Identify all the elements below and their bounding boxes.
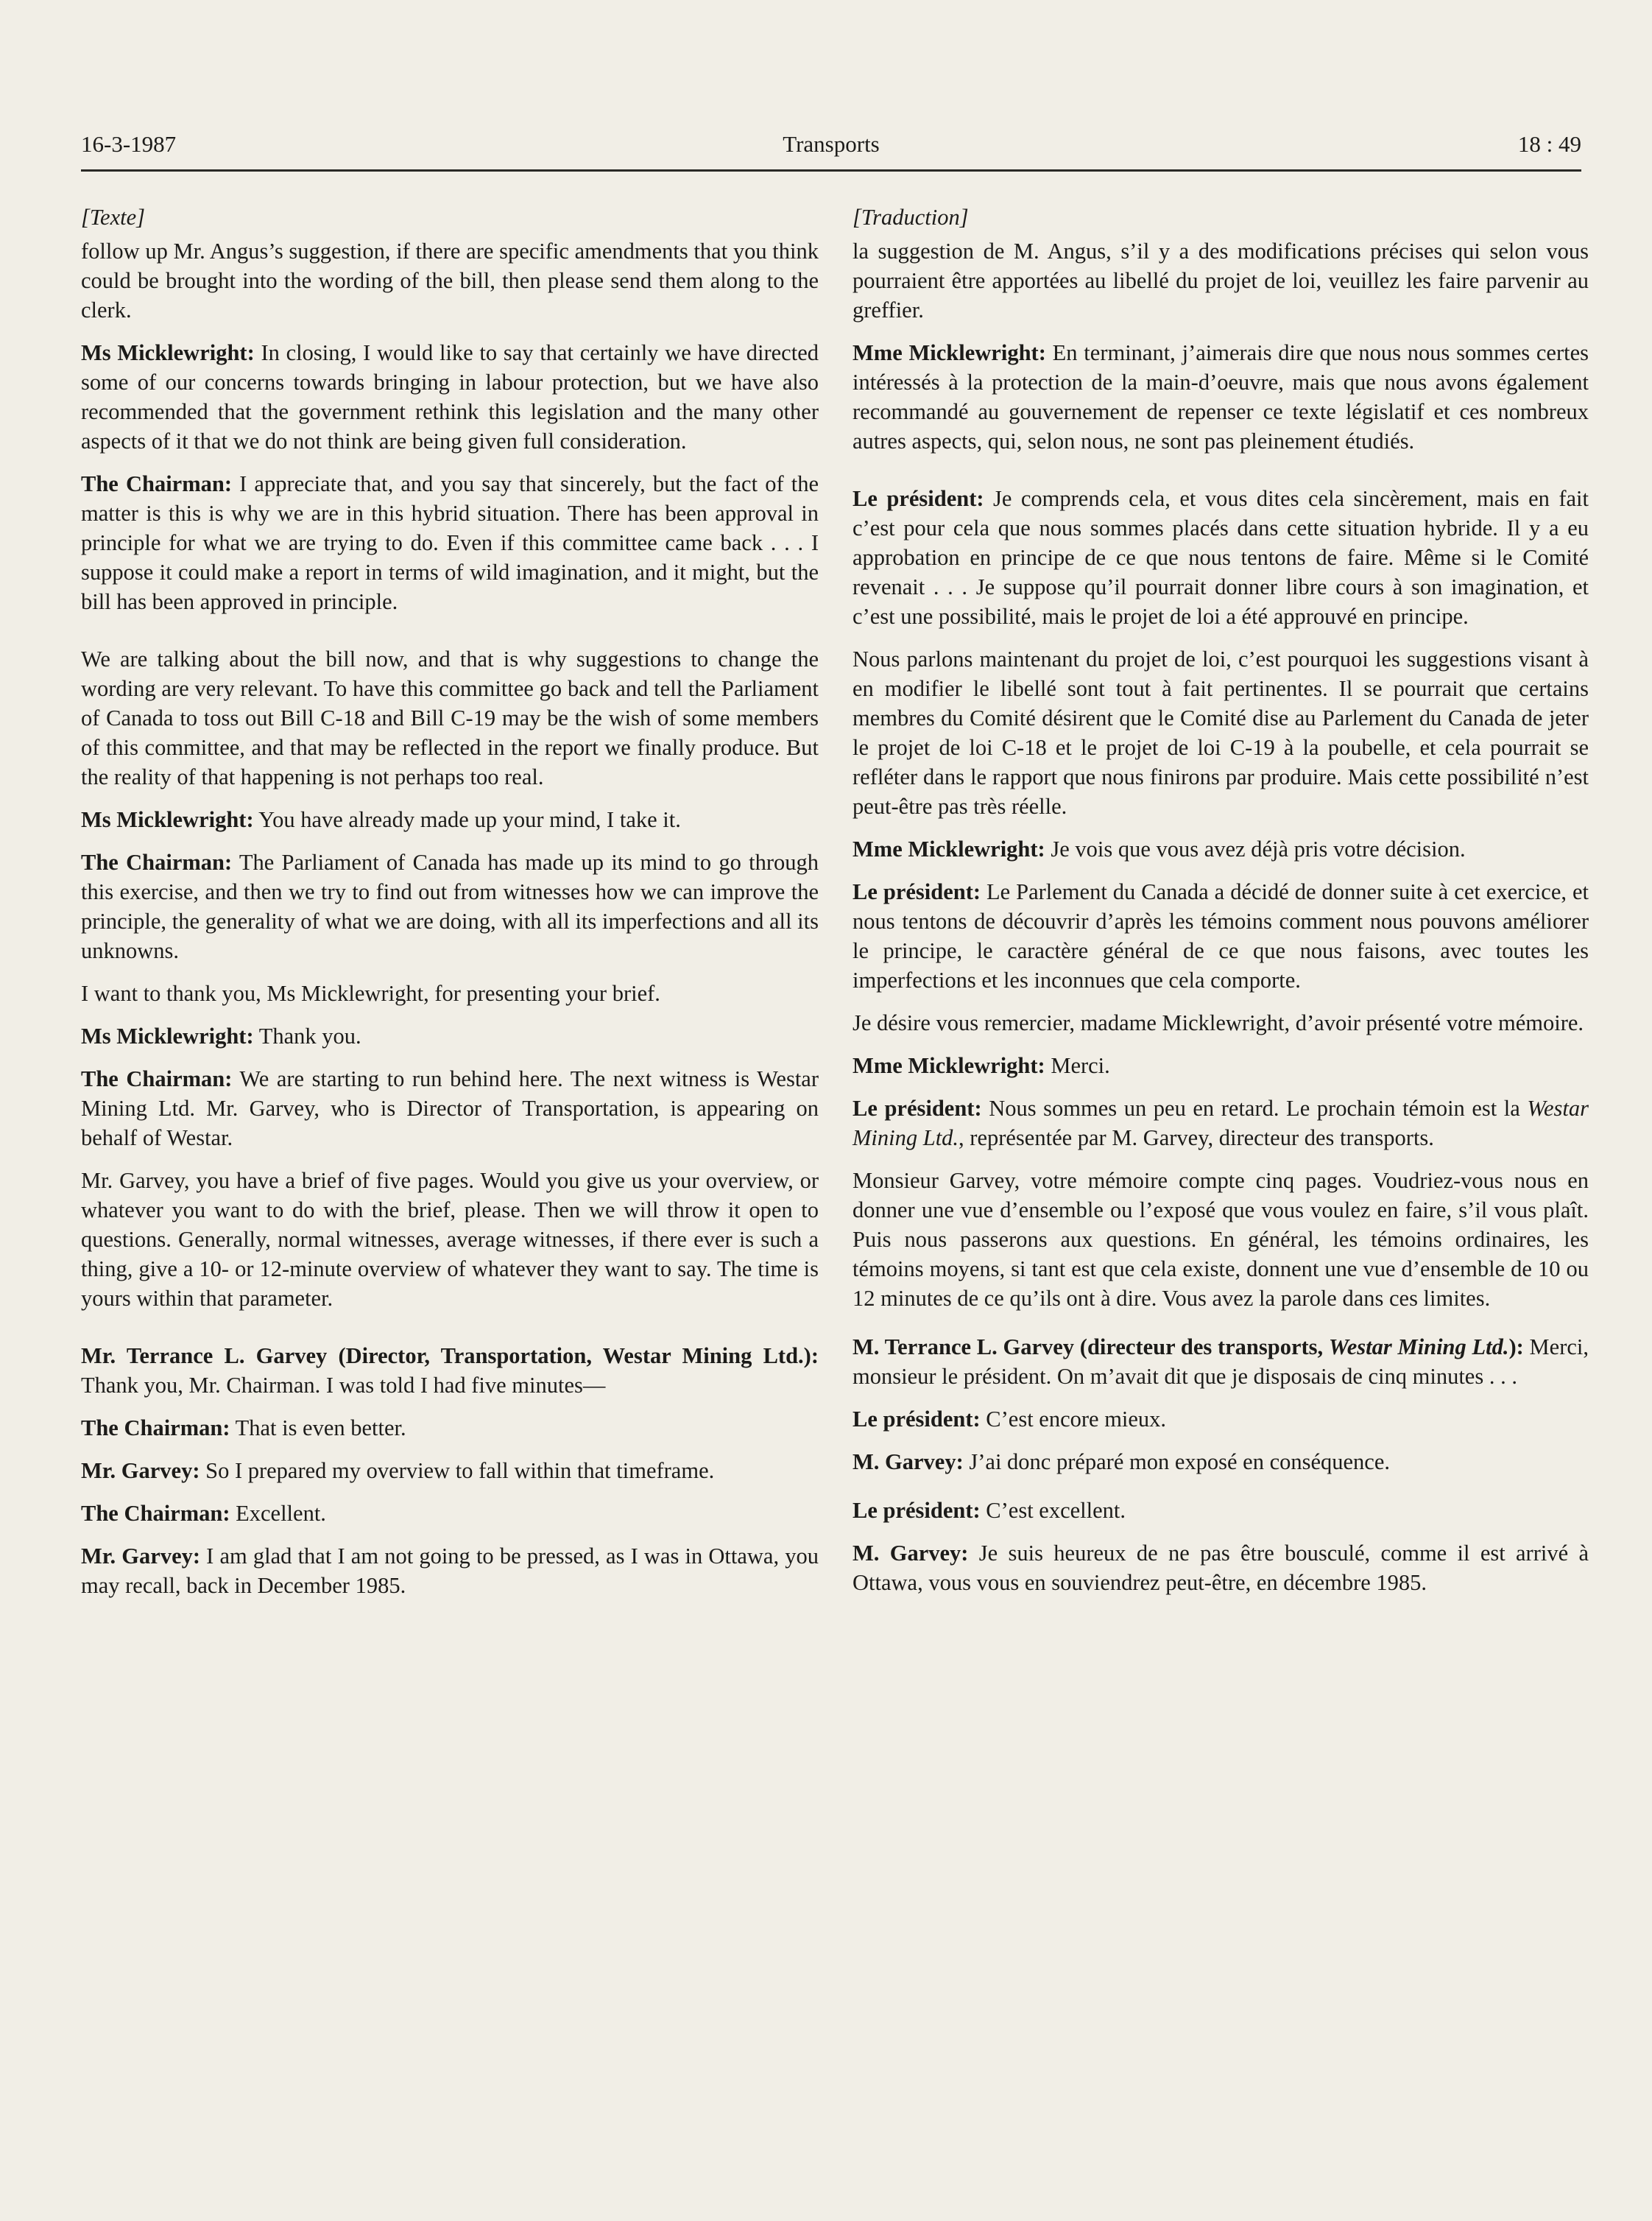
speaker-name: M. Garvey: bbox=[853, 1449, 964, 1474]
speaker-name: Mme Micklewright: bbox=[853, 837, 1045, 862]
paragraph bbox=[81, 1064, 819, 1152]
speech-text: I appreciate that, and you say that sincerely, but the fact of the matter is this is why we are in this hybrid situation. There has been approval in principle for what we are trying to do. Even if this committee came back . . . I suppose it could make a report in terms of wild imagination, and it might, but the bill has been approved in principle. bbox=[81, 471, 819, 614]
paragraph bbox=[81, 1499, 819, 1528]
speaker-name: Le président: bbox=[853, 1096, 982, 1121]
paragraph bbox=[853, 1538, 1589, 1597]
speaker-name: Le président: bbox=[853, 879, 981, 904]
paragraph: la suggestion de M. Angus, s’il y a des modifications précises qui selon vous pourraient être apportées au libellé du projet de loi, veuillez les faire parvenir au greffier. bbox=[853, 239, 1589, 323]
paragraph bbox=[853, 484, 1589, 631]
speaker-name: Mr. Terrance L. Garvey (Director, Transportation, Westar Mining Ltd.): bbox=[81, 1343, 819, 1368]
paragraph: Monsieur Garvey, votre mémoire compte cinq pages. Voudriez-vous nous en donner une vue d’ensemble ou l’exposé que vous voulez en faire, s’il vous plaît. Puis nous passerons aux questions. En général, les témoins ordinaires, les témoins moyens, si tant est que cela existe, donnent une vue d’ensemble de 10 ou 12 minutes de ce qu’ils ont à dire. Vous avez la parole dans ces limites. bbox=[853, 1168, 1589, 1311]
speech-text: Je vois que vous avez déjà pris votre décision. bbox=[1045, 837, 1466, 862]
header-title: Transports bbox=[783, 131, 880, 157]
speaker-name: Le président: bbox=[853, 1407, 981, 1432]
speaker-name: Ms Micklewright: bbox=[81, 1024, 254, 1049]
paragraph bbox=[853, 1496, 1589, 1525]
speech-text: So I prepared my overview to fall within that timeframe. bbox=[200, 1458, 715, 1483]
speech-text: C’est encore mieux. bbox=[980, 1407, 1167, 1432]
speech-text: That is even better. bbox=[230, 1415, 406, 1440]
speech-text: In closing, I would like to say that certainly we have directed some of our concerns towards bringing in labour protection, but we have also recommended that the government rethink this legislation and the many other aspects of it that we do not think are being given full consideration. bbox=[81, 340, 819, 454]
paragraph bbox=[853, 877, 1589, 995]
speaker-name: The Chairman: bbox=[81, 1066, 233, 1091]
speech-text: The Parliament of Canada has made up its mind to go through this exercise, and then we try to find out from witnesses how we can improve the principle, the generality of what we are doing, with all its imperfections and all its unknowns. bbox=[81, 850, 819, 963]
speech-text: Excellent. bbox=[230, 1501, 326, 1526]
speech-text: Je comprends cela, et vous dites cela sincèrement, mais en fait c’est pour cela que nous sommes placés dans cette situation hybride. Il y a eu approbation en principe de ce que nous tentons de faire. Même si le Comité revenait . . . Je suppose qu’il pourrait donner libre cours à son imagination, et c’est une possibilité, mais le projet de loi a été approuvé en principe. bbox=[853, 486, 1589, 629]
company-name: Westar Mining Ltd. bbox=[1328, 1334, 1509, 1359]
speech-text: Je suis heureux de ne pas être bousculé, comme il est arrivé à Ottawa, vous vous en souviendrez peut-être, en décembre 1985. bbox=[853, 1541, 1589, 1595]
speech-text: Thank you, Mr. Chairman. I was told I had five minutes— bbox=[81, 1373, 606, 1398]
paragraph: Nous parlons maintenant du projet de loi, c’est pourquoi les suggestions visant à en modifier le libellé sont tout à fait pertinentes. Il se pourrait que certains membres du Comité désirent que le Comité dise au Parlement du Canada de jeter le projet de loi C-18 et le projet de loi C-19 à la poubelle, et cela pourrait se refléter dans le rapport que nous finirons par produire. Mais cette possibilité n’est peut-être pas très réelle. bbox=[853, 647, 1589, 819]
header-date: 16-3-1987 bbox=[81, 131, 177, 157]
running-header bbox=[81, 125, 1581, 168]
paragraph bbox=[853, 338, 1589, 456]
column-label: [Traduction] bbox=[853, 205, 969, 230]
paragraph bbox=[81, 1541, 819, 1600]
speech-text: En terminant, j’aimerais dire que nous nous sommes certes intéressés à la protection de la main-d’oeuvre, mais que nous avons également recommandé au gouvernement de repenser ce texte législatif et ces nombreux autres aspects, qui, selon nous, ne sont pas pleinement étudiés. bbox=[853, 340, 1589, 454]
paragraph: Je désire vous remercier, madame Micklewright, d’avoir présenté votre mémoire. bbox=[853, 1010, 1584, 1035]
speech-text: Thank you. bbox=[253, 1024, 361, 1049]
speaker-name: Mr. Garvey: bbox=[81, 1544, 201, 1569]
paragraph bbox=[853, 1404, 1589, 1434]
paragraph: We are talking about the bill now, and that is why suggestions to change the wording are very relevant. To have this committee go back and tell the Parliament of Canada to toss out Bill C-18 and Bill C-19 may be the wish of some members of this committee, and that may be reflected in the report we finally produce. But the reality of that happening is not perhaps too real. bbox=[81, 647, 819, 789]
speech-text: We are starting to run behind here. The next witness is Westar Mining Ltd. Mr. Garvey, who is Director of Transportation, is appearing on behalf of Westar. bbox=[81, 1066, 819, 1150]
paragraph bbox=[81, 1413, 819, 1443]
paragraph bbox=[81, 1341, 819, 1400]
paragraph: I want to thank you, Ms Micklewright, for presenting your brief. bbox=[81, 981, 660, 1006]
speaker-name: ): bbox=[1508, 1334, 1524, 1359]
speaker-name: Ms Micklewright: bbox=[81, 807, 254, 832]
column-label: [Texte] bbox=[81, 205, 145, 230]
speech-text: I am glad that I am not going to be pressed, as I was in Ottawa, you may recall, back in December 1985. bbox=[81, 1544, 819, 1598]
speech-text: You have already made up your mind, I take it. bbox=[253, 807, 681, 832]
speaker-name: The Chairman: bbox=[81, 850, 233, 875]
paragraph bbox=[81, 848, 819, 965]
speech-text: Le Parlement du Canada a décidé de donner suite à cet exercice, et nous tentons de découvrir d’après les témoins comment nous pouvons améliorer le principe, le caractère général de ce que nous faisons, avec toutes les imperfections et les inconnues que cela comporte. bbox=[853, 879, 1589, 993]
paragraph: Mr. Garvey, you have a brief of five pages. Would you give us your overview, or whatever you want to do with the brief, please. Then we will throw it open to questions. Generally, normal witnesses, average witnesses, if there ever is such a thing, give a 10- or 12-minute overview of whatever they want to say. The time is yours within that parameter. bbox=[81, 1168, 819, 1311]
speech-text: , représentée par M. Garvey, directeur des transports. bbox=[959, 1125, 1434, 1150]
paragraph bbox=[853, 834, 1589, 864]
header-page-number: 18 : 49 bbox=[1517, 131, 1581, 157]
speech-text: Merci, monsieur le président. On m’avait dit que je disposais de cinq minutes . . . bbox=[853, 1334, 1589, 1389]
paragraph bbox=[853, 1051, 1589, 1080]
paragraph bbox=[81, 1021, 819, 1051]
speaker-name: Mme Micklewright: bbox=[853, 1053, 1045, 1078]
speaker-name: M. Garvey: bbox=[853, 1541, 969, 1566]
paragraph bbox=[81, 1456, 819, 1485]
speech-text: J’ai donc préparé mon exposé en conséquence. bbox=[963, 1449, 1391, 1474]
paragraph: follow up Mr. Angus’s suggestion, if there are specific amendments that you think could be brought into the wording of the bill, then please send them along to the clerk. bbox=[81, 239, 819, 323]
paragraph bbox=[81, 805, 819, 834]
speech-text: Nous sommes un peu en retard. Le prochain témoin est la bbox=[981, 1096, 1528, 1121]
english-column bbox=[81, 203, 819, 1613]
speaker-name: The Chairman: bbox=[81, 471, 232, 496]
paragraph bbox=[853, 1447, 1589, 1476]
speaker-name: Mr. Garvey: bbox=[81, 1458, 200, 1483]
speaker-name: The Chairman: bbox=[81, 1501, 230, 1526]
speaker-name: Ms Micklewright: bbox=[81, 340, 255, 365]
paragraph bbox=[81, 469, 819, 616]
speaker-name: The Chairman: bbox=[81, 1415, 230, 1440]
speaker-name: Le président: bbox=[853, 486, 984, 511]
speech-text: C’est excellent. bbox=[980, 1498, 1126, 1523]
company-name: Westar Mining Ltd. bbox=[853, 1096, 1589, 1150]
french-column bbox=[853, 203, 1589, 1611]
speaker-name: Mme Micklewright: bbox=[853, 340, 1046, 365]
paragraph bbox=[81, 338, 819, 456]
speaker-name: Le président: bbox=[853, 1498, 981, 1523]
header-rule bbox=[81, 169, 1581, 172]
speech-text: Merci. bbox=[1045, 1053, 1110, 1078]
speaker-name: M. Terrance L. Garvey (directeur des transports, bbox=[853, 1334, 1329, 1359]
paragraph bbox=[853, 1094, 1589, 1152]
paragraph bbox=[853, 1332, 1589, 1391]
